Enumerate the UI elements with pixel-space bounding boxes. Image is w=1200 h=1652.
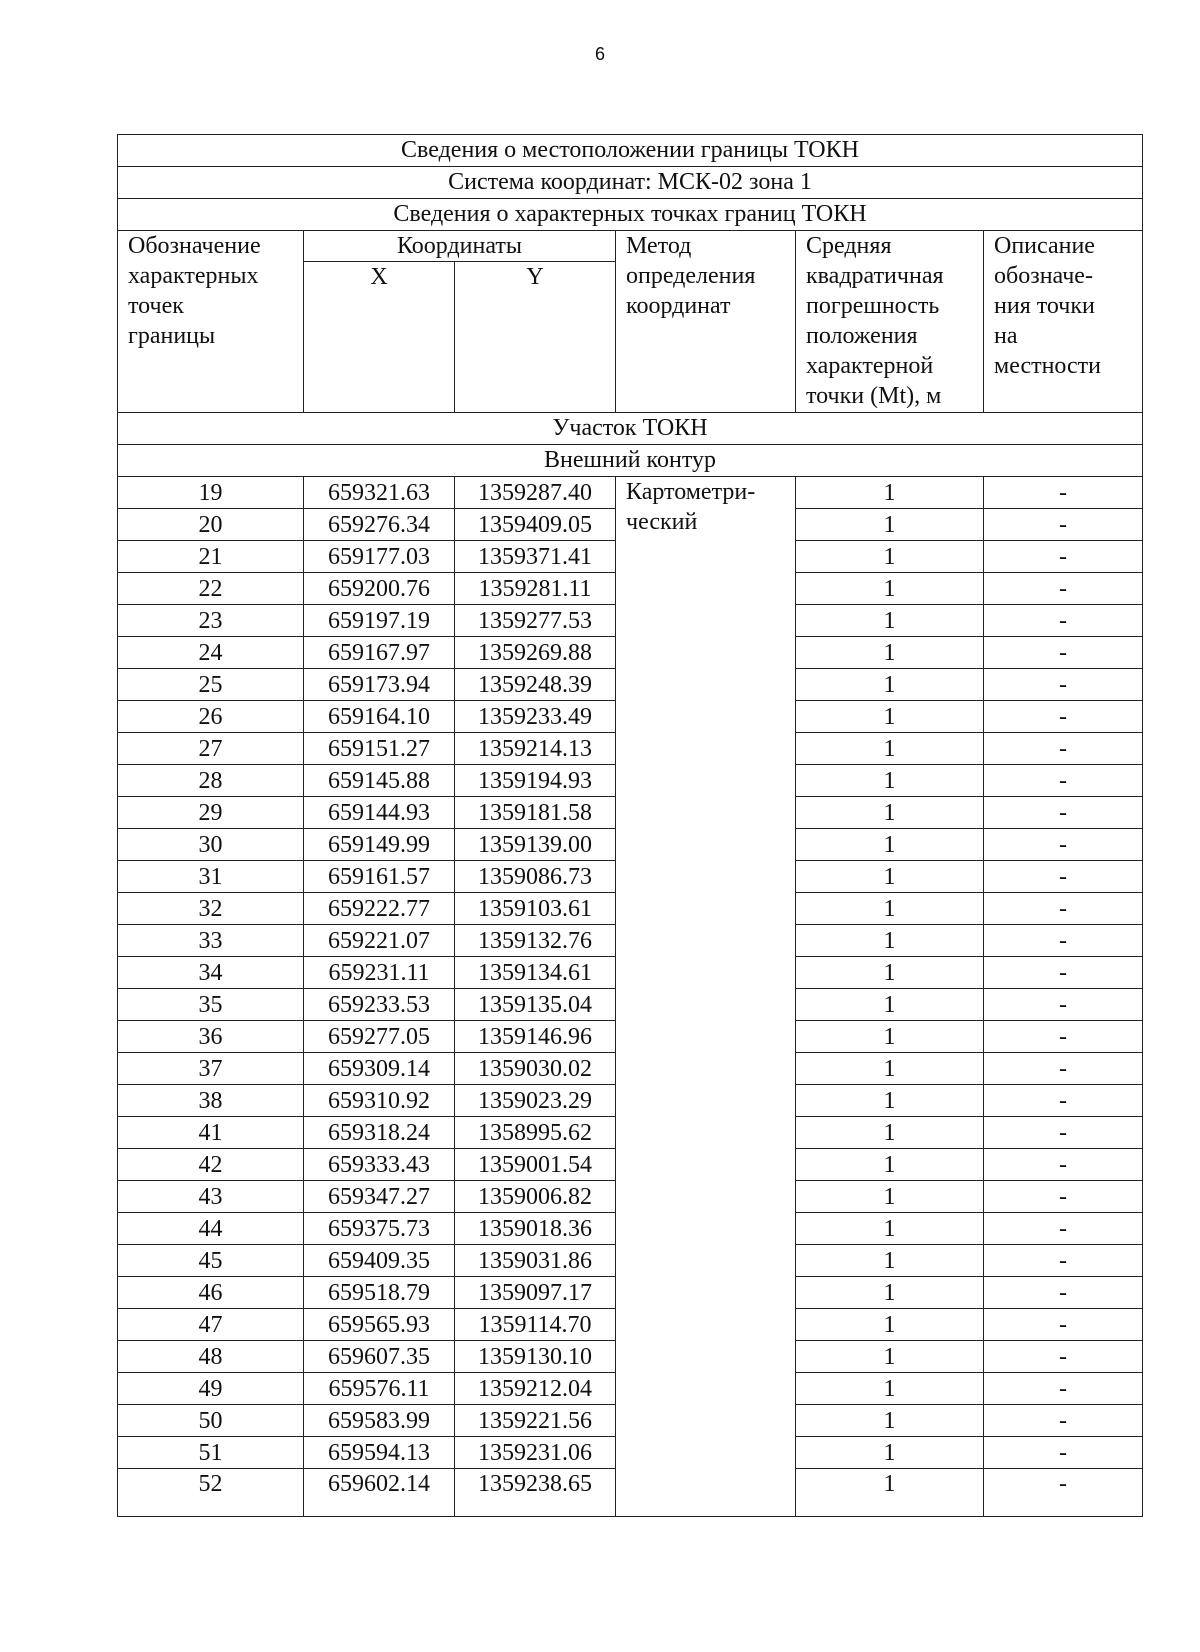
error-value: 1 [796, 1277, 984, 1309]
point-number: 42 [118, 1149, 304, 1181]
coord-x: 659277.05 [304, 1021, 455, 1053]
coord-y: 1359287.40 [455, 477, 616, 509]
point-description: - [984, 925, 1143, 957]
coord-y: 1359006.82 [455, 1181, 616, 1213]
coord-y: 1359233.49 [455, 701, 616, 733]
point-number: 44 [118, 1213, 304, 1245]
coord-x: 659607.35 [304, 1341, 455, 1373]
error-value: 1 [796, 861, 984, 893]
point-rows [118, 477, 1143, 1517]
coord-x: 659318.24 [304, 1117, 455, 1149]
coord-x: 659233.53 [304, 989, 455, 1021]
coord-y: 1359409.05 [455, 509, 616, 541]
point-description: - [984, 1053, 1143, 1085]
coord-x: 659222.77 [304, 893, 455, 925]
point-number: 27 [118, 733, 304, 765]
error-value: 1 [796, 1373, 984, 1405]
point-description: - [984, 701, 1143, 733]
point-number: 38 [118, 1085, 304, 1117]
coord-y: 1359269.88 [455, 637, 616, 669]
point-number: 52 [118, 1469, 304, 1517]
coord-x: 659565.93 [304, 1309, 455, 1341]
point-description: - [984, 1085, 1143, 1117]
point-description: - [984, 1149, 1143, 1181]
point-description: - [984, 1405, 1143, 1437]
error-value: 1 [796, 765, 984, 797]
coord-y: 1359181.58 [455, 797, 616, 829]
error-value: 1 [796, 893, 984, 925]
error-value: 1 [796, 1341, 984, 1373]
error-value: 1 [796, 1213, 984, 1245]
point-description: - [984, 861, 1143, 893]
error-value: 1 [796, 989, 984, 1021]
boundary-points-table [117, 134, 1143, 1517]
error-value: 1 [796, 637, 984, 669]
coord-y: 1359248.39 [455, 669, 616, 701]
point-description: - [984, 1181, 1143, 1213]
coord-x: 659149.99 [304, 829, 455, 861]
coord-y: 1359146.96 [455, 1021, 616, 1053]
coord-x: 659321.63 [304, 477, 455, 509]
error-value: 1 [796, 1021, 984, 1053]
error-value: 1 [796, 1149, 984, 1181]
point-number: 33 [118, 925, 304, 957]
point-number: 32 [118, 893, 304, 925]
point-number: 25 [118, 669, 304, 701]
point-number: 50 [118, 1405, 304, 1437]
coord-x: 659583.99 [304, 1405, 455, 1437]
coord-x: 659310.92 [304, 1085, 455, 1117]
error-value: 1 [796, 605, 984, 637]
point-number: 31 [118, 861, 304, 893]
point-number: 22 [118, 573, 304, 605]
point-description: - [984, 1469, 1143, 1517]
coord-y: 1359212.04 [455, 1373, 616, 1405]
point-description: - [984, 1245, 1143, 1277]
coord-x: 659276.34 [304, 509, 455, 541]
point-number: 43 [118, 1181, 304, 1213]
coord-x: 659333.43 [304, 1149, 455, 1181]
error-value: 1 [796, 1181, 984, 1213]
error-value: 1 [796, 541, 984, 573]
coord-y: 1359086.73 [455, 861, 616, 893]
error-value: 1 [796, 1245, 984, 1277]
coord-y: 1359135.04 [455, 989, 616, 1021]
point-description: - [984, 957, 1143, 989]
coord-y: 1359031.86 [455, 1245, 616, 1277]
point-description: - [984, 1021, 1143, 1053]
point-description: - [984, 893, 1143, 925]
point-description: - [984, 797, 1143, 829]
coord-x: 659594.13 [304, 1437, 455, 1469]
header-point: Обозначение характерных точек границы [118, 231, 304, 413]
point-description: - [984, 1309, 1143, 1341]
point-description: - [984, 1117, 1143, 1149]
error-value: 1 [796, 509, 984, 541]
coord-x: 659221.07 [304, 925, 455, 957]
header-coordinates: Координаты [304, 231, 616, 262]
coord-y: 1359023.29 [455, 1085, 616, 1117]
coord-y: 1359018.36 [455, 1213, 616, 1245]
point-number: 28 [118, 765, 304, 797]
coord-y: 1359130.10 [455, 1341, 616, 1373]
point-description: - [984, 829, 1143, 861]
table-title: Сведения о местоположении границы ТОКН [118, 135, 1143, 167]
point-description: - [984, 509, 1143, 541]
error-value: 1 [796, 733, 984, 765]
coord-x: 659518.79 [304, 1277, 455, 1309]
point-description: - [984, 573, 1143, 605]
table-subtitle: Сведения о характерных точках границ ТОКН [118, 199, 1143, 231]
header-error: Средняя квадратичная погрешность положения характерной точки (Mt), м [796, 231, 984, 413]
point-description: - [984, 1213, 1143, 1245]
error-value: 1 [796, 829, 984, 861]
point-number: 36 [118, 1021, 304, 1053]
coord-y: 1359030.02 [455, 1053, 616, 1085]
error-value: 1 [796, 1469, 984, 1517]
point-description: - [984, 989, 1143, 1021]
point-number: 30 [118, 829, 304, 861]
coord-x: 659173.94 [304, 669, 455, 701]
point-number: 26 [118, 701, 304, 733]
coord-y: 1359132.76 [455, 925, 616, 957]
point-number: 20 [118, 509, 304, 541]
coord-x: 659375.73 [304, 1213, 455, 1245]
coord-x: 659347.27 [304, 1181, 455, 1213]
point-number: 41 [118, 1117, 304, 1149]
coord-x: 659144.93 [304, 797, 455, 829]
error-value: 1 [796, 1085, 984, 1117]
error-value: 1 [796, 669, 984, 701]
coord-x: 659161.57 [304, 861, 455, 893]
point-number: 51 [118, 1437, 304, 1469]
coord-y: 1359231.06 [455, 1437, 616, 1469]
point-description: - [984, 605, 1143, 637]
coord-x: 659576.11 [304, 1373, 455, 1405]
coord-x: 659164.10 [304, 701, 455, 733]
point-description: - [984, 637, 1143, 669]
method-cell: Картометри- ческий [616, 477, 796, 1517]
header-x: X [304, 262, 455, 413]
point-number: 37 [118, 1053, 304, 1085]
coord-x: 659151.27 [304, 733, 455, 765]
coord-y: 1359214.13 [455, 733, 616, 765]
contour-title: Внешний контур [118, 445, 1143, 477]
point-description: - [984, 765, 1143, 797]
table-row [118, 477, 1143, 509]
error-value: 1 [796, 477, 984, 509]
coord-x: 659145.88 [304, 765, 455, 797]
header-y: Y [455, 262, 616, 413]
coord-x: 659177.03 [304, 541, 455, 573]
point-number: 29 [118, 797, 304, 829]
error-value: 1 [796, 925, 984, 957]
coord-y: 1359194.93 [455, 765, 616, 797]
point-description: - [984, 669, 1143, 701]
point-description: - [984, 477, 1143, 509]
point-number: 34 [118, 957, 304, 989]
point-number: 19 [118, 477, 304, 509]
error-value: 1 [796, 701, 984, 733]
page-number: 6 [594, 44, 605, 64]
point-number: 47 [118, 1309, 304, 1341]
error-value: 1 [796, 1309, 984, 1341]
error-value: 1 [796, 957, 984, 989]
point-number: 24 [118, 637, 304, 669]
coord-x: 659167.97 [304, 637, 455, 669]
point-description: - [984, 733, 1143, 765]
point-description: - [984, 1277, 1143, 1309]
point-number: 35 [118, 989, 304, 1021]
error-value: 1 [796, 1405, 984, 1437]
coordinate-system: Система координат: МСК-02 зона 1 [118, 167, 1143, 199]
coord-y: 1359277.53 [455, 605, 616, 637]
point-description: - [984, 1373, 1143, 1405]
coord-y: 1359097.17 [455, 1277, 616, 1309]
coord-y: 1358995.62 [455, 1117, 616, 1149]
point-number: 45 [118, 1245, 304, 1277]
section-title: Участок ТОКН [118, 413, 1143, 445]
point-description: - [984, 1341, 1143, 1373]
header-method: Метод определения координат [616, 231, 796, 413]
coord-y: 1359371.41 [455, 541, 616, 573]
coord-y: 1359134.61 [455, 957, 616, 989]
point-number: 49 [118, 1373, 304, 1405]
point-description: - [984, 1437, 1143, 1469]
coord-y: 1359221.56 [455, 1405, 616, 1437]
point-number: 23 [118, 605, 304, 637]
error-value: 1 [796, 573, 984, 605]
coord-y: 1359103.61 [455, 893, 616, 925]
point-number: 48 [118, 1341, 304, 1373]
coord-x: 659231.11 [304, 957, 455, 989]
error-value: 1 [796, 797, 984, 829]
point-number: 46 [118, 1277, 304, 1309]
error-value: 1 [796, 1437, 984, 1469]
coord-x: 659602.14 [304, 1469, 455, 1517]
coord-x: 659309.14 [304, 1053, 455, 1085]
coord-y: 1359281.11 [455, 573, 616, 605]
coord-y: 1359114.70 [455, 1309, 616, 1341]
header-description: Описание обозначе- ния точки на местности [984, 231, 1143, 413]
coord-y: 1359001.54 [455, 1149, 616, 1181]
point-number: 21 [118, 541, 304, 573]
error-value: 1 [796, 1117, 984, 1149]
error-value: 1 [796, 1053, 984, 1085]
coord-x: 659409.35 [304, 1245, 455, 1277]
coord-y: 1359139.00 [455, 829, 616, 861]
coord-x: 659197.19 [304, 605, 455, 637]
coord-x: 659200.76 [304, 573, 455, 605]
point-description: - [984, 541, 1143, 573]
coord-y: 1359238.65 [455, 1469, 616, 1517]
